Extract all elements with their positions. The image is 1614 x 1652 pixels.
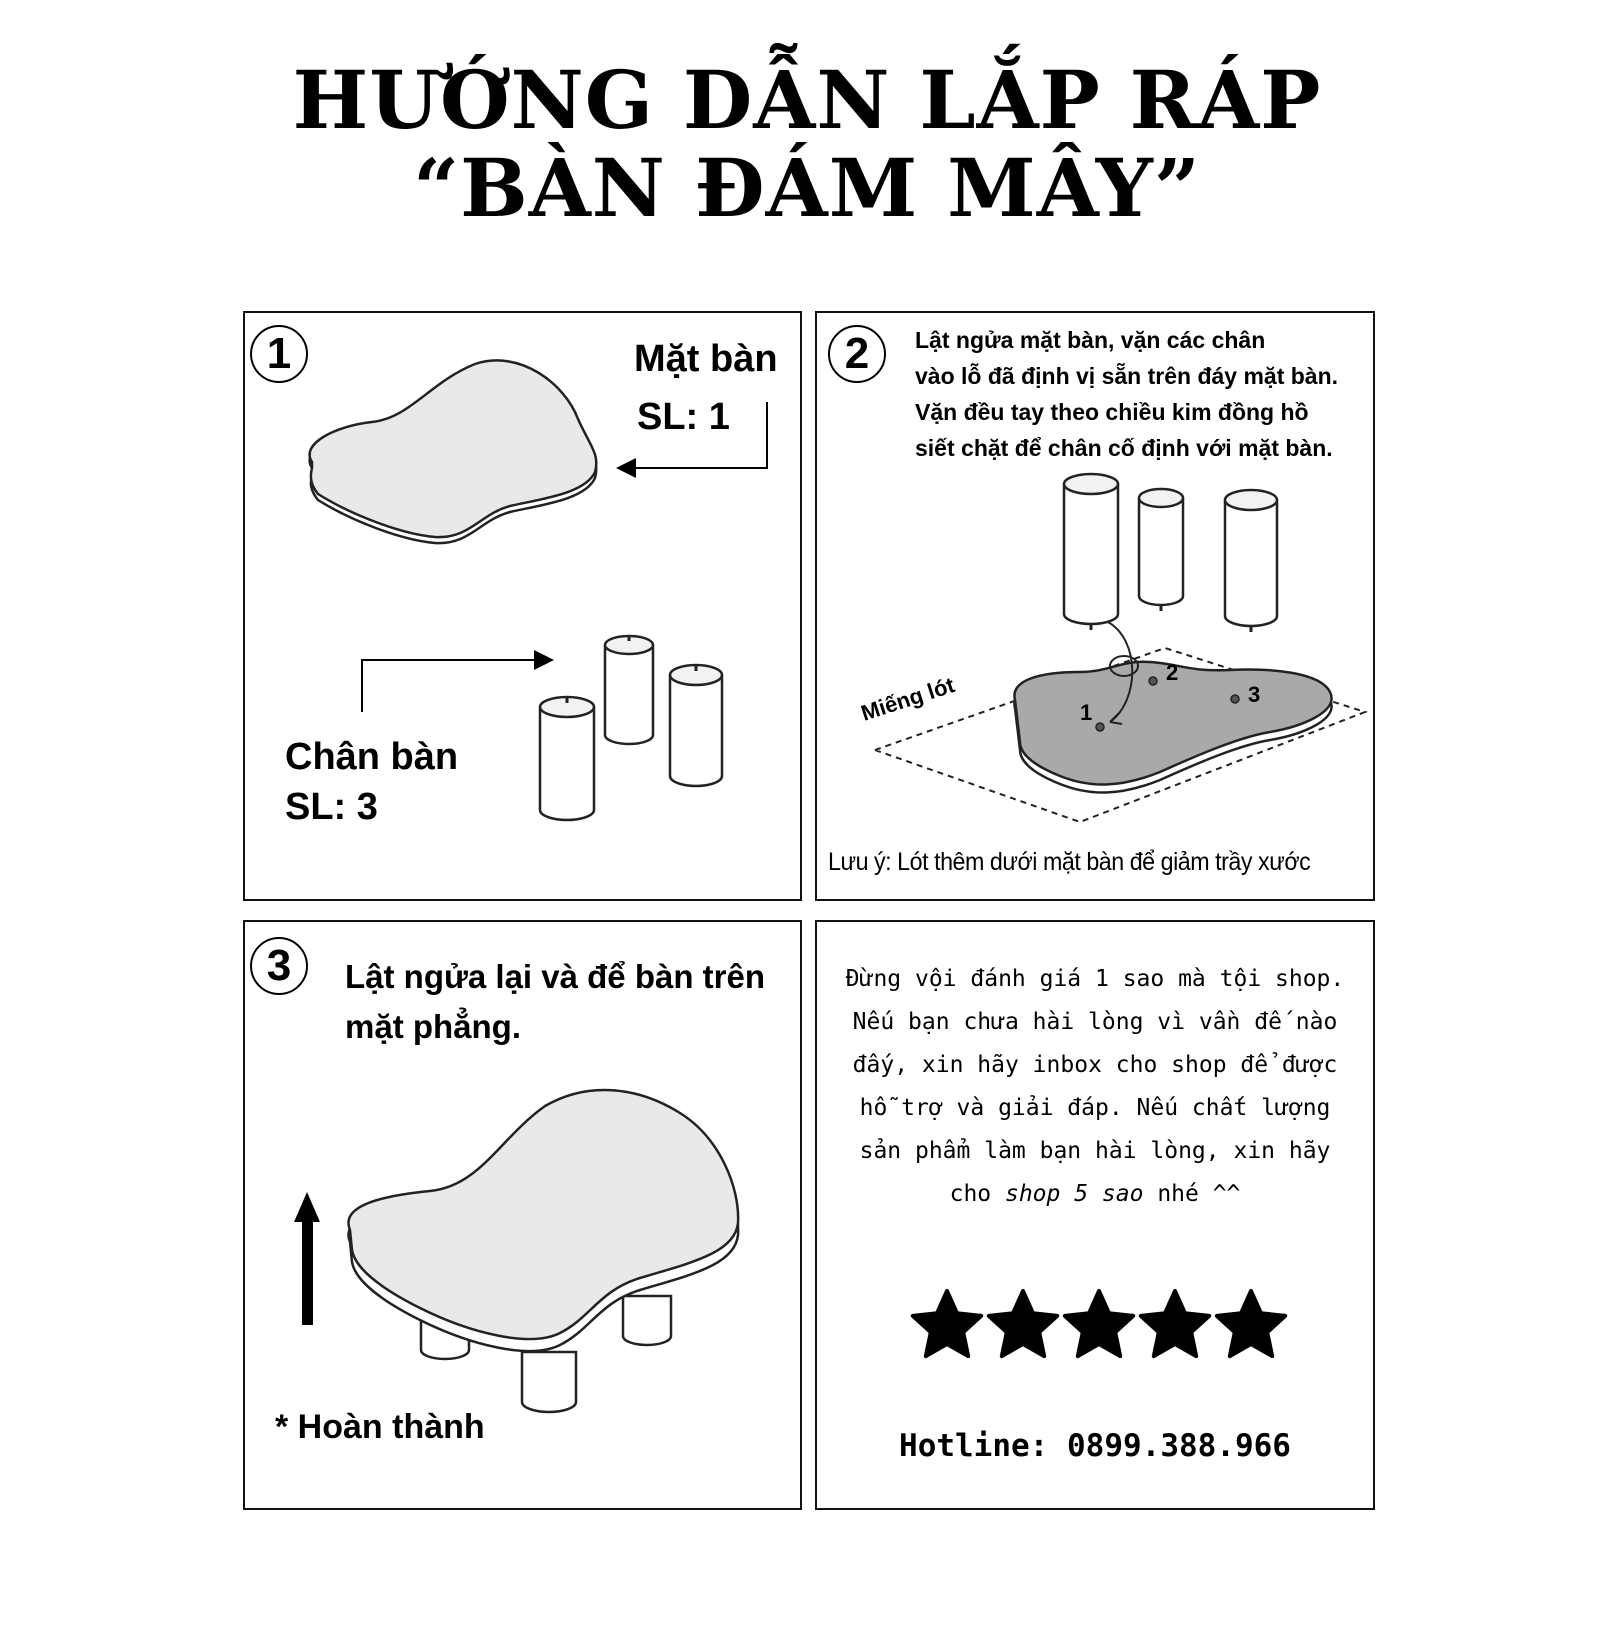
shop-message-line-1: Đừng vội đánh giá 1 sao mà tội shop.: [845, 966, 1345, 992]
shop-message-line-6-end: nhé ^^: [1143, 1181, 1241, 1207]
step2-number: 2: [828, 325, 886, 383]
step2-instruction-1: Lật ngửa mặt bàn, vặn các chân: [915, 327, 1266, 353]
legs-label: Chân bàn: [285, 736, 459, 778]
shop-message-emphasis: shop 5 sao: [1004, 1181, 1144, 1207]
pad-label: Miếng lót: [858, 672, 958, 726]
step2-instruction-2: vào lỗ đã định vị sẵn trên đáy mặt bàn.: [915, 363, 1339, 389]
shop-message-line-2: Nếu bạn chưa hài lòng vì vần đế nào: [852, 1009, 1338, 1035]
shop-message-line-5: sản phẩm làm bạn hài lòng, xin hãy: [859, 1138, 1331, 1164]
page-title-line2: “BÀN ĐÁM MÂY”: [413, 141, 1201, 235]
star-icon: [1141, 1291, 1209, 1356]
legs-quantity: SL: 3: [285, 786, 378, 828]
step2-instruction-4: siết chặt để chân cố định với mặt bàn.: [915, 435, 1333, 461]
hole-label-2: 2: [1166, 660, 1179, 685]
hotline: Hotline: 0899.388.966: [899, 1428, 1291, 1464]
star-icon: [1217, 1291, 1285, 1356]
hole-label-1: 1: [1080, 700, 1093, 725]
step3-instruction-1: Lật ngửa lại và để bàn trên: [345, 958, 765, 995]
shop-message-line-3: đấy, xin hãy inbox cho shop để được: [852, 1052, 1338, 1078]
tabletop-label: Mặt bàn: [634, 338, 778, 380]
step3-instruction-2: mặt phẳng.: [345, 1008, 522, 1045]
star-icon: [989, 1291, 1057, 1356]
shop-message-line-6-start: cho: [949, 1181, 1005, 1207]
step2-note: Lưu ý: Lót thêm dưới mặt bàn để giảm trầy xước: [828, 848, 1311, 876]
page-title-line1: HƯỚNG DẪN LẮP RÁP: [292, 53, 1322, 147]
shop-message-line-4: hỗ trợ và giải đáp. Nếu chất lượng: [859, 1095, 1331, 1121]
star-icon: [1065, 1291, 1133, 1356]
star-icon: [913, 1291, 981, 1356]
step2-instruction-3: Vặn đều tay theo chiều kim đồng hồ: [915, 399, 1309, 425]
step1-number: 1: [250, 325, 308, 383]
step3-number: 3: [250, 937, 308, 995]
tabletop-quantity: SL: 1: [637, 396, 730, 438]
hole-label-3: 3: [1248, 682, 1261, 707]
step3-done: * Hoàn thành: [275, 1408, 485, 1446]
